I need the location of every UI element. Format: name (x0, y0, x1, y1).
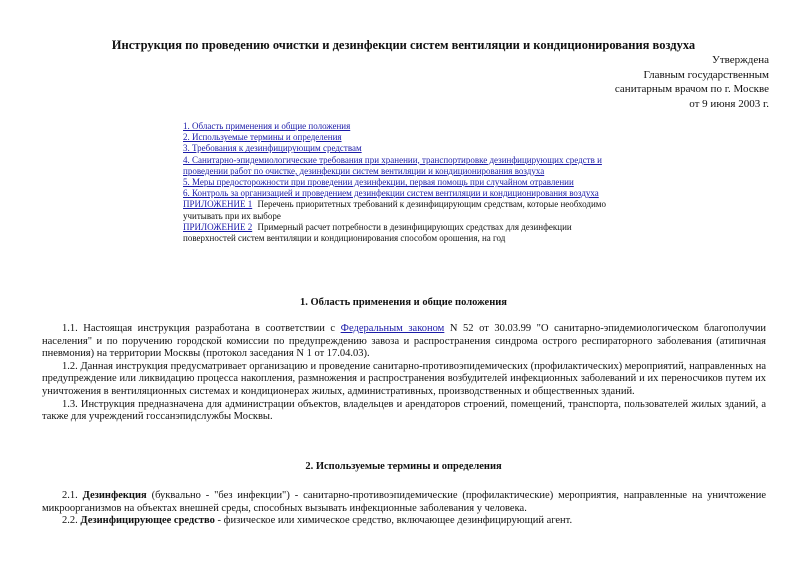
paragraph-1-3: 1.3. Инструкция предназначена для администрации объектов, владельцев и арендаторов строений, помещений, транспорта, пользователей жилых зданий, а также для учреждений госсанэпидслужбы Москвы. (42, 398, 766, 423)
document-title: Инструкция по проведению очистки и дезинфекции систем вентиляции и кондиционирования воздуха (111, 38, 696, 52)
approval-line: санитарным врачом по г. Москве (614, 83, 769, 95)
definition-2-1 (42, 490, 766, 515)
paragraph-1-1-end: N 52 от 30.03.99 "О санитарно-эпидемиологическом благополучии населения" и по поручению городской комиссии по предупреждению завоза и распространения синдрома острого респираторного заболевания (атипичная пневмония) на территории Москвы (протокол заседания N 1 от 17.04.03). (42, 323, 767, 360)
federal-law-link[interactable]: Федеральным законом (340, 323, 445, 334)
definition-2-2-number: 2.2. (62, 515, 78, 527)
approval-line: Утверждена (712, 54, 769, 66)
definition-2-2-text: - физическое или химическое средство, включающее дезинфицирующий агент. (214, 515, 573, 527)
toc-link-4[interactable]: 4. Санитарно-эпидемиологические требования при хранении, транспортировке дезинфицирующих средств и проведении работ по очистке, дезинфекции систем вентиляции и кондиционирования воздуха (183, 154, 602, 176)
section-1-body (42, 323, 766, 424)
paragraph-1-2: 1.2. Данная инструкция предусматривает организацию и проведение санитарно-противоэпидемических (профилактических) мероприятий, направленных на предупреждение или ликвидацию процесса накопления, размножения и распространения возбудителей инфекционных заболеваний и их переносчиков путем их уничтожения в вентиляционных системах и кондиционерах жилых, административных, производственных и общественных зданий. (42, 360, 766, 397)
section-2-heading: 2. Используемые термины и определения (305, 461, 502, 472)
appendix-1-link[interactable]: ПРИЛОЖЕНИЕ 1 (183, 199, 253, 210)
section-2-body (42, 490, 766, 528)
section-1-heading: 1. Область применения и общие положения (300, 297, 507, 308)
definition-2-1-text: (буквально - "без инфекции") - санитарно-противоэпидемические (профилактические) мероприятия, направленные на уничтожение микроорганизмов на объектах внешней среды, способных вызывать инфекционные заболевания у человека. (42, 490, 766, 514)
approval-line: от 9 июня 2003 г. (689, 97, 769, 110)
paragraph-1-1-start: 1.1. Настоящая инструкция разработана в соответствии с (62, 323, 341, 334)
table-of-contents (183, 121, 623, 244)
approval-block (615, 53, 769, 111)
toc-appendix-1 (183, 199, 623, 221)
toc-link-6[interactable]: 6. Контроль за организацией и проведением дезинфекции систем вентиляции и кондиционирования воздуха (183, 188, 599, 199)
toc-appendix-2 (183, 222, 623, 244)
paragraph-1-1 (42, 323, 766, 361)
toc-link-3[interactable]: 3. Требования к дезинфицирующим средствам (183, 143, 362, 154)
approval-line: Главным государственным (643, 68, 769, 81)
toc-link-1[interactable]: 1. Область применения и общие положения (183, 121, 351, 131)
definition-2-2-term: Дезинфицирующее средство (80, 515, 215, 527)
definition-2-1-number: 2.1. (62, 490, 78, 501)
toc-link-2[interactable]: 2. Используемые термины и определения (183, 132, 342, 143)
definition-2-1-term: Дезинфекция (82, 490, 147, 501)
appendix-2-link[interactable]: ПРИЛОЖЕНИЕ 2 (183, 221, 253, 232)
appendix-1-text: Перечень приоритетных требований к дезинфицирующим средствам, которые необходимо учитывать при их выборе (183, 199, 606, 221)
appendix-2-text: Примерный расчет потребности в дезинфицирующих средствах для дезинфекции поверхностей систем вентиляции и кондиционирования способом орошения, на год (183, 221, 572, 244)
definition-2-2 (42, 515, 766, 528)
toc-link-5[interactable]: 5. Меры предосторожности при проведении дезинфекции, первая помощь при случайном отравлении (183, 177, 574, 188)
